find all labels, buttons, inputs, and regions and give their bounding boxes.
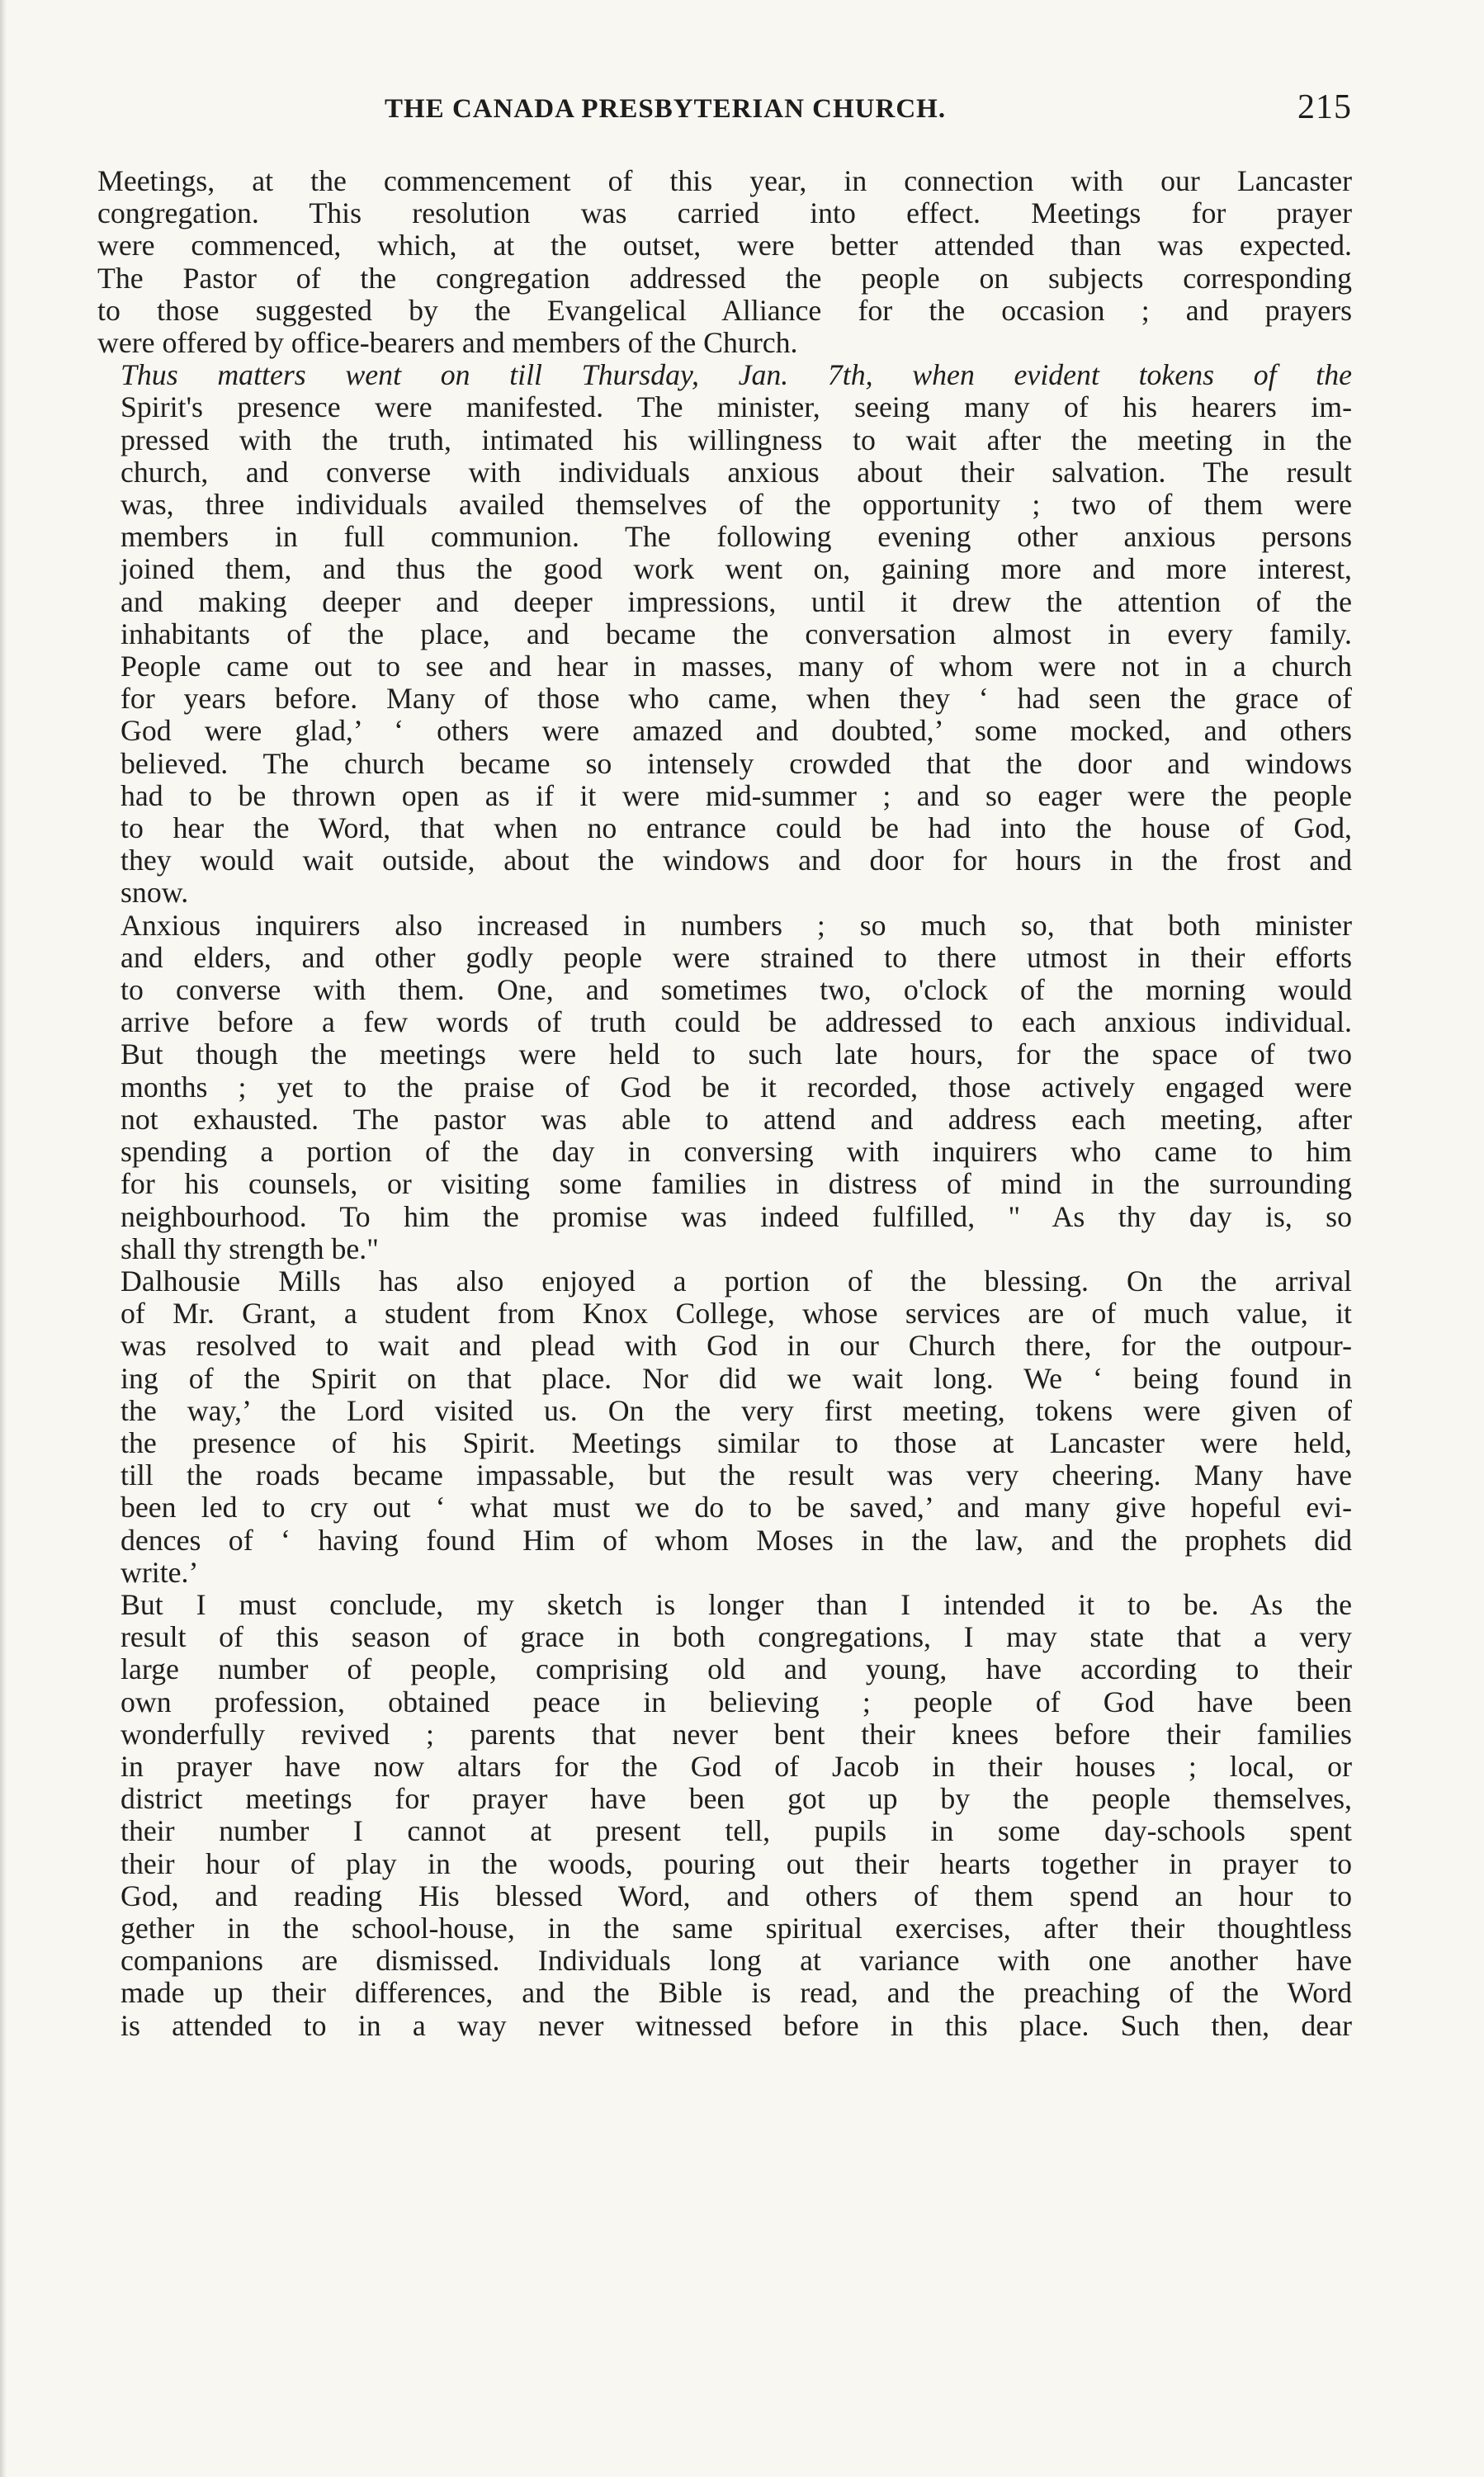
text-line: months ; yet to the praise of God be it recorded, those actively engaged were bbox=[121, 1071, 1352, 1104]
text-line: district meetings for prayer have been got up by the people themselves, bbox=[121, 1783, 1352, 1816]
text-line: had to be thrown open as if it were mid-summer ; and so eager were the people bbox=[121, 779, 1352, 812]
text-line: church, and converse with individuals anxious about their salvation. The result bbox=[121, 456, 1352, 489]
text-line: for his counsels, or visiting some families in distress of mind in the surrounding bbox=[121, 1168, 1352, 1201]
text-line: companions are dismissed. Individuals long at variance with one another have bbox=[121, 1945, 1352, 1978]
text-line: members in full communion. The following evening other anxious persons bbox=[121, 521, 1352, 554]
text-line: large number of people, comprising old and young, have according to their bbox=[121, 1653, 1352, 1686]
text-line: Dalhousie Mills has also enjoyed a portion of the blessing. On the arrival bbox=[121, 1264, 1352, 1298]
text-line: ing of the Spirit on that place. Nor did we wait long. We ‘ being found in bbox=[121, 1362, 1352, 1395]
text-line: for years before. Many of those who came, when they ‘ had seen the grace of bbox=[121, 683, 1352, 716]
text-line: But though the meetings were held to such late hours, for the space of two bbox=[121, 1038, 1352, 1071]
text-line: But I must conclude, my sketch is longer than I intended it to be. As the bbox=[121, 1588, 1352, 1621]
text-line: own profession, obtained peace in believing ; people of God have been bbox=[121, 1685, 1352, 1718]
text-line: snow. bbox=[121, 877, 189, 910]
text-line: been led to cry out ‘ what must we do to be saved,’ and many give hopeful evi- bbox=[121, 1491, 1352, 1524]
text-line: to those suggested by the Evangelical Alliance for the occasion ; and prayers bbox=[97, 294, 1352, 327]
text-line: joined them, and thus the good work went on, gaining more and more interest, bbox=[121, 553, 1352, 586]
text-line: result of this season of grace in both congregations, I may state that a very bbox=[121, 1621, 1352, 1654]
text-line: God, and reading His blessed Word, and others of them spend an hour to bbox=[121, 1879, 1352, 1912]
text-line: in prayer have now altars for the God of Jacob in their houses ; local, or bbox=[121, 1750, 1352, 1783]
text-line: spending a portion of the day in conversing with inquirers who came to him bbox=[121, 1136, 1352, 1169]
text-line: gether in the school-house, in the same spiritual exercises, after their thoughtless bbox=[121, 1912, 1352, 1945]
text-line: to converse with them. One, and sometimes two, o'clock of the morning would bbox=[121, 974, 1352, 1007]
text-line: was, three individuals availed themselves of the opportunity ; two of them were bbox=[121, 489, 1352, 522]
paragraph-2 bbox=[97, 359, 1352, 909]
text-line: neighbourhood. To him the promise was indeed fulfilled, " As thy day is, so bbox=[121, 1200, 1352, 1233]
text-line: till the roads became impassable, but the result was very cheering. Many have bbox=[121, 1459, 1352, 1492]
text-line: made up their differences, and the Bible is read, and the preaching of the Word bbox=[121, 1977, 1352, 2010]
text-line: Anxious inquirers also increased in numbers ; so much so, that both minister bbox=[121, 909, 1352, 942]
text-line: was resolved to wait and plead with God in our Church there, for the outpour- bbox=[121, 1330, 1352, 1363]
text-line: were commenced, which, at the outset, were better attended than was expected. bbox=[97, 229, 1352, 262]
article-body bbox=[97, 165, 1352, 2042]
text-line: arrive before a few words of truth could be addressed to each anxious individual. bbox=[121, 1006, 1352, 1039]
text-line: wonderfully revived ; parents that never bent their knees before their families bbox=[121, 1718, 1352, 1751]
text-line: Meetings, at the commencement of this year, in connection with our Lancaster bbox=[97, 165, 1352, 197]
page-edge-shadow bbox=[0, 0, 7, 2477]
text-line: and elders, and other godly people were strained to there utmost in their efforts bbox=[121, 941, 1352, 974]
text-line: shall thy strength be." bbox=[121, 1232, 379, 1265]
paragraph-5 bbox=[97, 1589, 1352, 2042]
paragraph-3 bbox=[97, 910, 1352, 1265]
text-line: The Pastor of the congregation addressed the people on subjects corresponding bbox=[97, 262, 1352, 295]
text-line: were offered by office-bearers and members of the Church. bbox=[97, 327, 798, 360]
text-line: and making deeper and deeper impressions, until it drew the attention of the bbox=[121, 585, 1352, 618]
text-line: their number I cannot at present tell, pupils in some day-schools spent bbox=[121, 1815, 1352, 1848]
page-number: 215 bbox=[1297, 88, 1352, 126]
page-header bbox=[97, 86, 1352, 144]
text-line: the way,’ the Lord visited us. On the very first meeting, tokens were given of bbox=[121, 1394, 1352, 1427]
text-line: of Mr. Grant, a student from Knox College, whose services are of much value, it bbox=[121, 1298, 1352, 1331]
text-line: God were glad,’ ‘ others were amazed and doubted,’ some mocked, and others bbox=[121, 715, 1352, 748]
text-line: to hear the Word, that when no entrance could be had into the house of God, bbox=[121, 812, 1352, 845]
text-line: People came out to see and hear in masses, many of whom were not in a church bbox=[121, 650, 1352, 683]
text-line: Spirit's presence were manifested. The minister, seeing many of his hearers im- bbox=[121, 391, 1352, 424]
text-line: is attended to in a way never witnessed before in this place. Such then, dear bbox=[121, 2009, 1352, 2042]
text-line: inhabitants of the place, and became the conversation almost in every family. bbox=[121, 617, 1352, 650]
paragraph-1 bbox=[97, 165, 1352, 359]
text-line: they would wait outside, about the windows and door for hours in the frost and bbox=[121, 844, 1352, 877]
text-line: congregation. This resolution was carried into effect. Meetings for prayer bbox=[97, 197, 1352, 230]
text-line: believed. The church became so intensely crowded that the door and windows bbox=[121, 747, 1352, 780]
text-line: not exhausted. The pastor was able to attend and address each meeting, after bbox=[121, 1103, 1352, 1136]
running-head: THE CANADA PRESBYTERIAN CHURCH. bbox=[385, 94, 947, 124]
text-line: the presence of his Spirit. Meetings similar to those at Lancaster were held, bbox=[121, 1426, 1352, 1459]
text-line: pressed with the truth, intimated his willingness to wait after the meeting in the bbox=[121, 423, 1352, 456]
text-line: Thus matters went on till Thursday, Jan. 7th, when evident tokens of the bbox=[121, 359, 1352, 392]
paragraph-4 bbox=[97, 1265, 1352, 1589]
text-line: their hour of play in the woods, pouring out their hearts together in prayer to bbox=[121, 1847, 1352, 1880]
text-line: dences of ‘ having found Him of whom Moses in the law, and the prophets did bbox=[121, 1524, 1352, 1557]
text-line: write.’ bbox=[121, 1556, 199, 1589]
